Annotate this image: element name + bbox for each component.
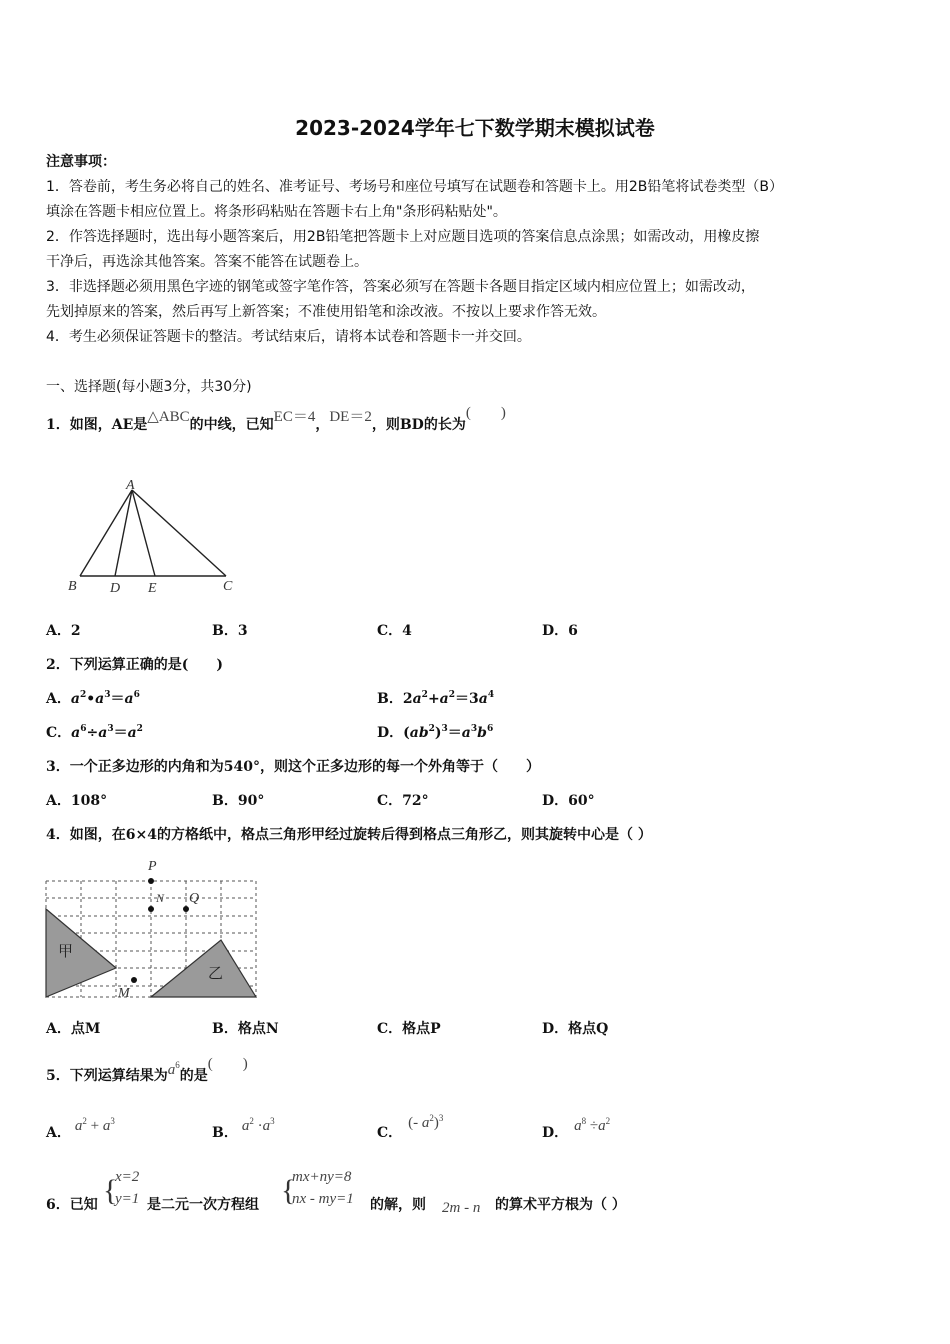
page-title: 2023-2024学年七下数学期末模拟试卷 bbox=[295, 116, 655, 140]
label-q: Q bbox=[189, 891, 200, 906]
q1-stem bbox=[46, 405, 506, 434]
label-c: C bbox=[223, 579, 233, 594]
q5-option-d[interactable]: D． $a^8 \div a^2$ bbox=[542, 1116, 611, 1141]
q5-paren: ( ) bbox=[207, 1056, 248, 1072]
q2-option-c-label: C． bbox=[46, 725, 72, 741]
q2-option-d-label: D． bbox=[377, 725, 404, 741]
q5-option-c[interactable]: C．(- $a^2)^3$ bbox=[377, 1113, 444, 1141]
q1-prefix: 1．如图，AE是 bbox=[46, 417, 148, 433]
point-q bbox=[183, 906, 189, 912]
q6-sol-y: y=1 bbox=[115, 1191, 140, 1207]
q3-option-a[interactable]: A．108° bbox=[46, 793, 108, 809]
q2-stem: 2．下列运算正确的是( ) bbox=[46, 657, 223, 673]
label-e: E bbox=[148, 581, 157, 596]
q4-grid-figure bbox=[44, 856, 260, 1002]
q1-mid: 的中线，已知 bbox=[189, 417, 274, 433]
q2-option-d[interactable]: D．$(ab^2)^3=a^3b^6$ bbox=[377, 724, 494, 741]
q1-comma: ， bbox=[315, 417, 330, 433]
q6-brace-2: { bbox=[281, 1174, 296, 1207]
q4-option-d[interactable]: D．格点Q bbox=[542, 1021, 609, 1037]
q5-option-a-label: A． bbox=[46, 1125, 71, 1141]
label-n: N bbox=[156, 891, 165, 905]
q5-option-b-label: B． bbox=[212, 1125, 238, 1141]
q5-suffix: 的是 bbox=[179, 1068, 208, 1084]
q4-stem: 4．如图，在6×4的方格纸中，格点三角形甲经过旋转后得到格点三角形乙，则其旋转中心是（ ） bbox=[46, 827, 652, 843]
q2-option-b-label: B． bbox=[377, 691, 403, 707]
q5-option-a[interactable]: A． $a^2 + a^3$ bbox=[46, 1116, 115, 1141]
q1-option-d[interactable]: D．6 bbox=[542, 623, 578, 639]
segment-ae bbox=[132, 490, 155, 576]
q2-option-a-label: A． bbox=[46, 691, 71, 707]
point-n bbox=[148, 906, 154, 912]
q4-option-a[interactable]: A．点M bbox=[46, 1021, 101, 1037]
q6-eq2: nx - my=1 bbox=[292, 1191, 354, 1207]
side-ac bbox=[132, 490, 226, 576]
label-yi: 乙 bbox=[208, 964, 224, 982]
q1-de: DE＝2 bbox=[329, 409, 372, 425]
point-m bbox=[131, 977, 137, 983]
label-a: A bbox=[126, 478, 135, 493]
q1-triangle: △ABC bbox=[147, 409, 190, 425]
q6-eq1: mx+ny=8 bbox=[292, 1169, 352, 1185]
label-m: M bbox=[118, 986, 130, 1001]
notice-line: 3．非选择题必须用黑色字迹的钢笔或签字笔作答，答案必须写在答题卡各题目指定区域内相应位置上；如需改动， bbox=[46, 279, 755, 295]
q6-mid2: 的解，则 bbox=[370, 1197, 426, 1213]
q2-option-c[interactable]: C．$a^6\div a^3=a^2$ bbox=[46, 724, 143, 741]
q6-system bbox=[292, 1166, 354, 1210]
notice-line: 1．答卷前，考生务必将自己的姓名、准考证号、考场号和座位号填写在试题卷和答题卡上。用2B铅笔将试卷类型（B） bbox=[46, 179, 784, 195]
notice-heading: 注意事项： bbox=[46, 154, 116, 170]
q3-option-b[interactable]: B．90° bbox=[212, 793, 265, 809]
q6-sol-x: x=2 bbox=[115, 1169, 140, 1185]
q3-stem: 3．一个正多边形的内角和为540°，则这个正多边形的每一个外角等于（ ） bbox=[46, 759, 540, 775]
notice-line: 干净后，再选涂其他答案。答案不能答在试题卷上。 bbox=[46, 254, 368, 270]
q5-option-b[interactable]: B． $a^2 \cdot a^3$ bbox=[212, 1116, 275, 1141]
point-p bbox=[148, 878, 154, 884]
q6-mid: 是二元一次方程组 bbox=[147, 1197, 259, 1213]
label-jia: 甲 bbox=[58, 942, 74, 960]
q5-prefix: 5．下列运算结果为 bbox=[46, 1068, 168, 1084]
q2-option-a[interactable]: A．$a^2•a^3=a^6$ bbox=[46, 690, 140, 707]
q5-option-d-label: D． bbox=[542, 1125, 569, 1141]
q6-prefix: 6．已知 bbox=[46, 1197, 98, 1213]
notice-line: 填涂在答题卡相应位置上。将条形码粘贴在答题卡右上角"条形码粘贴处"。 bbox=[46, 204, 507, 220]
notice-line: 先划掉原来的答案，然后再写上新答案；不准使用铅笔和涂改液。不按以上要求作答无效。 bbox=[46, 304, 606, 320]
q4-option-b[interactable]: B．格点N bbox=[212, 1021, 279, 1037]
q1-triangle-figure bbox=[60, 474, 250, 600]
notice-line: 2．作答选择题时，选出每小题答案后，用2B铅笔把答题卡上对应题目选项的答案信息点涂黑；如需改动，用橡皮擦 bbox=[46, 229, 760, 245]
q6-brace-1: { bbox=[103, 1174, 118, 1207]
q1-ec: EC＝4 bbox=[273, 409, 316, 425]
q6-solution bbox=[115, 1166, 139, 1210]
q1-paren: ( ) bbox=[465, 405, 506, 421]
q1-option-a[interactable]: A．2 bbox=[46, 623, 81, 639]
q5-option-c-label: C． bbox=[377, 1125, 403, 1141]
label-d: D bbox=[110, 581, 121, 596]
label-b: B bbox=[68, 579, 77, 594]
q6-expr: 2m - n bbox=[442, 1200, 481, 1216]
label-p: P bbox=[148, 859, 157, 874]
q1-option-b[interactable]: B．3 bbox=[212, 623, 248, 639]
q4-option-c[interactable]: C．格点P bbox=[377, 1021, 441, 1037]
q2-option-b[interactable]: B．$2a^2+a^2=3a^4$ bbox=[377, 690, 495, 707]
q5-stem: 5．下列运算结果为$a^6$的是( ) bbox=[46, 1056, 248, 1084]
q1-suffix: ，则BD的长为 bbox=[371, 417, 466, 433]
section-heading: 一、选择题(每小题3分，共30分) bbox=[46, 379, 252, 395]
q1-option-c[interactable]: C．4 bbox=[377, 623, 412, 639]
q3-option-d[interactable]: D．60° bbox=[542, 793, 595, 809]
q6-suffix: 的算术平方根为（ ） bbox=[495, 1197, 626, 1213]
q3-option-c[interactable]: C．72° bbox=[377, 793, 429, 809]
notice-line: 4．考生必须保证答题卡的整洁。考试结束后，请将本试卷和答题卡一并交回。 bbox=[46, 329, 531, 345]
